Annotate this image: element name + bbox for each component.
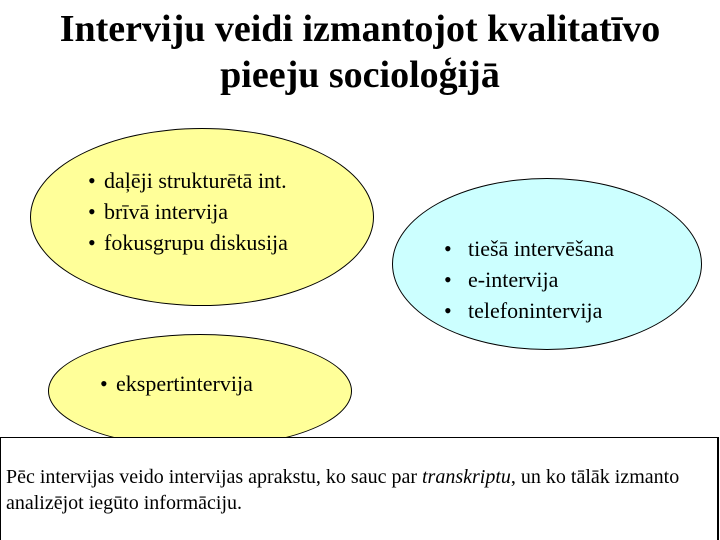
bullet-icon: • <box>88 168 96 193</box>
title-line-2: pieeju socioloģijā <box>220 54 500 96</box>
list-item-label: tiešā intervēšana <box>468 236 614 261</box>
list-item <box>444 264 614 295</box>
note-text-after: , un ko tālāk izmanto analizējot iegūto informāciju. <box>6 466 680 514</box>
list-item-label: daļēji strukturētā int. <box>104 168 287 193</box>
list-item <box>88 196 288 227</box>
interview-mode-list <box>444 233 614 326</box>
slide-title <box>0 6 720 98</box>
list-item-label: brīvā intervija <box>104 199 229 224</box>
bullet-icon: • <box>444 298 452 323</box>
bullet-icon: • <box>444 267 452 292</box>
note-text <box>6 464 714 516</box>
bullet-icon: • <box>100 371 108 396</box>
note-text-before: Pēc intervijas veido intervijas aprakstu, ko sauc par <box>6 466 422 488</box>
list-item <box>444 295 614 326</box>
list-item-label: ekspertintervija <box>116 371 253 396</box>
expert-list <box>100 368 253 399</box>
list-item <box>444 233 614 264</box>
bullet-icon: • <box>88 199 96 224</box>
list-item <box>100 368 253 399</box>
list-item <box>88 165 288 196</box>
note-term: transkriptu <box>422 466 511 488</box>
bullet-icon: • <box>444 236 452 261</box>
list-item <box>88 227 288 258</box>
list-item-label: telefonintervija <box>468 298 603 323</box>
bullet-icon: • <box>88 230 96 255</box>
semi-structured-list <box>88 165 288 258</box>
list-item-label: fokusgrupu diskusija <box>104 230 288 255</box>
list-item-label: e-intervija <box>468 267 559 292</box>
title-line-1: Interviju veidi izmantojot kvalitatīvo <box>59 8 661 50</box>
